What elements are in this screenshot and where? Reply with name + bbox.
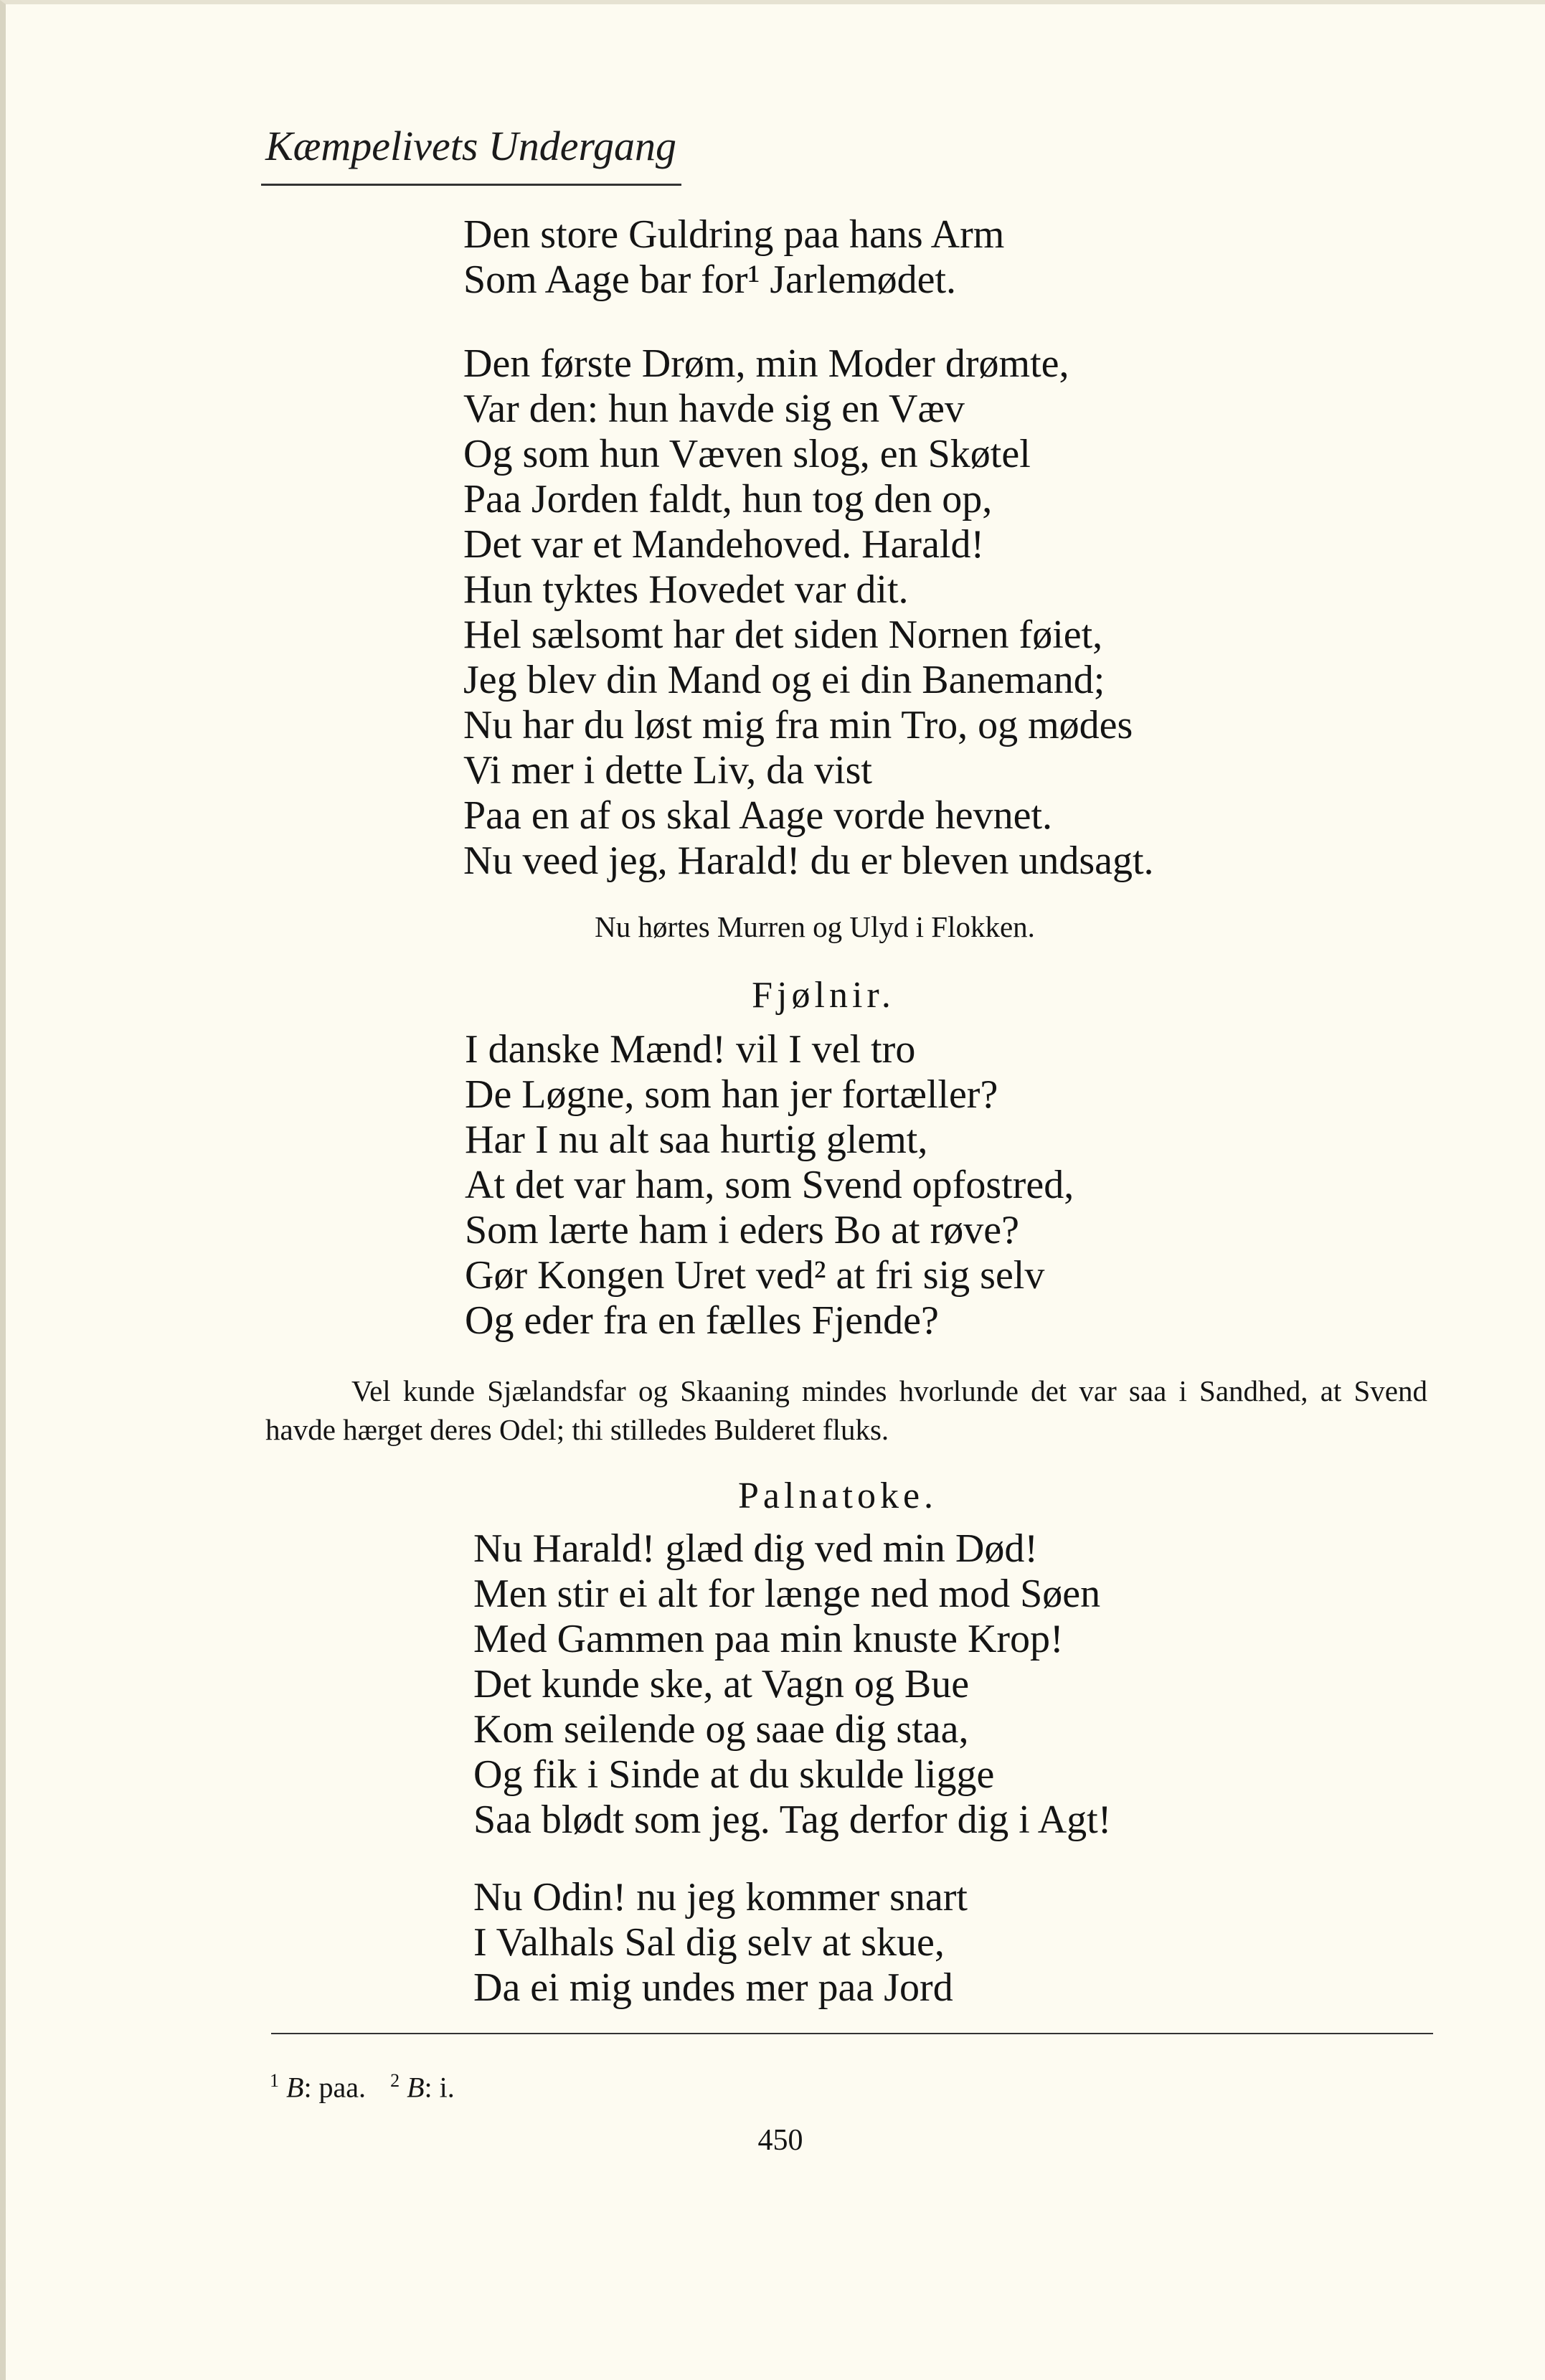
verse-line: Men stir ei alt for længe ned mod Søen	[473, 1572, 1101, 1616]
verse-line: Nu Harald! glæd dig ved min Død!	[473, 1526, 1038, 1571]
footnote-source: B	[407, 2071, 425, 2104]
footnotes	[270, 2070, 455, 2104]
verse-line: Som lærte ham i eders Bo at røve?	[465, 1208, 1019, 1252]
stanza-1	[463, 212, 1004, 303]
verse-line: Paa en af os skal Aage vorde hevnet.	[463, 793, 1053, 838]
verse-line: Kom seilende og saae dig staa,	[473, 1707, 969, 1752]
stage-direction: Nu hørtes Murren og Ulyd i Flokken.	[595, 910, 1035, 943]
verse-line: Nu veed jeg, Harald! du er bleven undsagt.	[463, 839, 1154, 883]
verse-line: Nu Odin! nu jeg kommer snart	[473, 1875, 968, 1919]
verse-line: Den store Guldring paa hans Arm	[463, 212, 1005, 257]
verse-line: Jeg blev din Mand og ei din Banemand;	[463, 658, 1105, 702]
footnote-rule	[271, 2033, 1433, 2034]
verse-line: Hel sælsomt har det siden Nornen føiet,	[463, 613, 1103, 657]
verse-line: Vi mer i dette Liv, da vist	[463, 748, 872, 793]
verse-line: Da ei mig undes mer paa Jord	[473, 1965, 953, 2010]
verse-line: Hun tyktes Hovedet var dit.	[463, 567, 909, 612]
verse-line: Paa Jorden faldt, hun tog den op,	[463, 477, 993, 521]
verse-line: Det var et Mandehoved. Harald!	[463, 522, 985, 567]
speaker-name: Fjølnir.	[752, 975, 895, 1016]
verse-line: Og fik i Sinde at du skulde ligge	[473, 1752, 995, 1797]
running-head: Kæmpelivets Undergang	[265, 123, 676, 169]
speaker-name: Palnatoke.	[737, 1475, 938, 1516]
verse-line: I Valhals Sal dig selv at skue,	[473, 1920, 945, 1965]
footnote-marker: 1	[270, 2070, 279, 2091]
footnote-text: : paa.	[303, 2071, 367, 2104]
verse-line: Gør Kongen Uret ved² at fri sig selv	[465, 1253, 1045, 1298]
verse-line: Den første Drøm, min Moder drømte,	[463, 341, 1069, 386]
verse-line: Har I nu alt saa hurtig glemt,	[465, 1118, 928, 1162]
stanza-5	[473, 1875, 968, 2011]
verse-line: At det var ham, som Svend opfostred,	[465, 1163, 1074, 1207]
verse-line: Og som hun Væven slog, en Skøtel	[463, 432, 1031, 476]
running-head-rule	[261, 184, 681, 186]
stanza-2	[463, 341, 1154, 884]
footnote-marker: 2	[390, 2070, 400, 2091]
verse-line: Var den: hun havde sig en Væv	[463, 387, 965, 431]
verse-line: I danske Mænd! vil I vel tro	[465, 1027, 916, 1072]
stage-direction-text: Vel kunde Sjælandsfar og Skaaning mindes hvorlunde det var saa i Sandhed, at Svend havde hærget deres Odel; thi stilledes Bulderet fluks.	[265, 1374, 1427, 1446]
page-number: 450	[757, 2124, 803, 2157]
stage-direction	[265, 1371, 1427, 1449]
verse-line: Nu har du løst mig fra min Tro, og mødes	[463, 703, 1133, 747]
footnote-text: : i.	[424, 2071, 455, 2104]
stanza-3	[465, 1027, 1074, 1344]
verse-line: Som Aage bar for¹ Jarlemødet.	[463, 258, 957, 302]
verse-line: Med Gammen paa min knuste Krop!	[473, 1617, 1064, 1661]
verse-line: De Løgne, som han jer fortæller?	[465, 1072, 998, 1117]
stanza-4	[473, 1526, 1111, 1843]
footnote-source: B	[286, 2071, 304, 2104]
verse-line: Det kunde ske, at Vagn og Bue	[473, 1662, 970, 1706]
verse-line: Og eder fra en fælles Fjende?	[465, 1298, 939, 1343]
verse-line: Saa blødt som jeg. Tag derfor dig i Agt!	[473, 1798, 1112, 1842]
